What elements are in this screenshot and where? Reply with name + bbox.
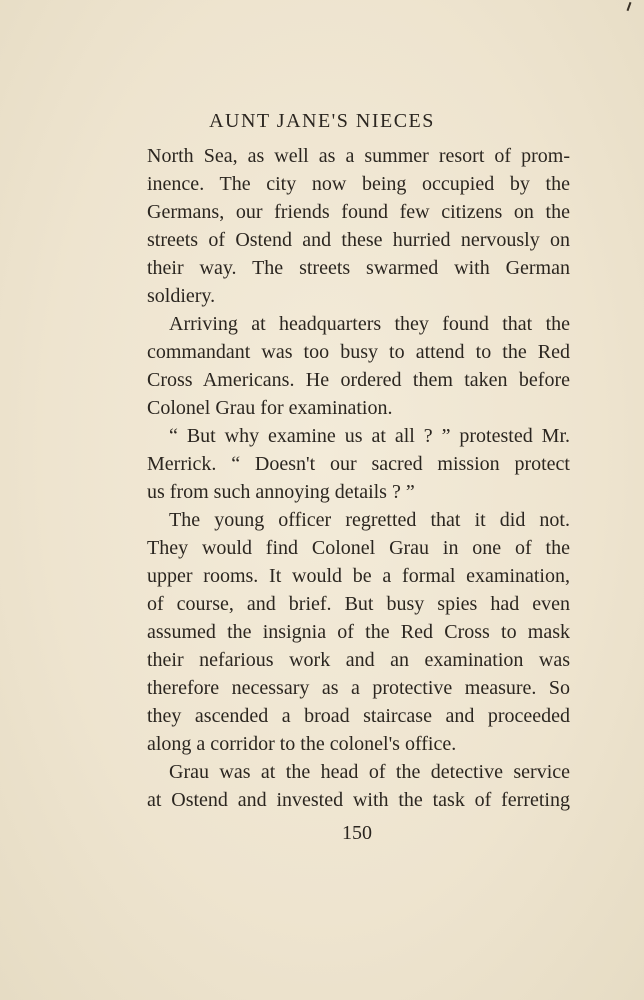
- text-line: North Sea, as well as a summer resort of prom-: [147, 145, 570, 167]
- text-line: Colonel Grau for examination.: [147, 397, 393, 419]
- page-number: 150: [342, 822, 372, 844]
- corner-mark: [627, 2, 632, 11]
- text-line: their nefarious work and an examination was: [147, 649, 570, 671]
- text-line: Germans, our friends found few citizens on the: [147, 201, 570, 223]
- text-line: Merrick. “ Doesn't our sacred mission protect: [147, 453, 570, 475]
- running-head: AUNT JANE'S NIECES: [209, 110, 435, 132]
- text-line: streets of Ostend and these hurried nervously on: [147, 229, 570, 251]
- text-line: They would find Colonel Grau in one of the: [147, 537, 570, 559]
- text-line: inence. The city now being occupied by the: [147, 173, 570, 195]
- text-line: assumed the insignia of the Red Cross to mask: [147, 621, 570, 643]
- text-line: Cross Americans. He ordered them taken before: [147, 369, 570, 391]
- text-line: commandant was too busy to attend to the Red: [147, 341, 570, 363]
- text-line: they ascended a broad staircase and proceeded: [147, 705, 570, 727]
- text-line: The young officer regretted that it did not.: [169, 509, 570, 531]
- text-line: Grau was at the head of the detective service: [169, 761, 570, 783]
- text-line: therefore necessary as a protective measure. So: [147, 677, 570, 699]
- text-line: upper rooms. It would be a formal examination,: [147, 565, 570, 587]
- text-line: Arriving at headquarters they found that the: [169, 313, 570, 335]
- body-text: [147, 142, 570, 814]
- text-line: along a corridor to the colonel's office.: [147, 733, 457, 755]
- text-line: at Ostend and invested with the task of ferreting: [147, 789, 570, 811]
- text-line: us from such annoying details ? ”: [147, 481, 415, 503]
- text-line: of course, and brief. But busy spies had even: [147, 593, 570, 615]
- text-line: their way. The streets swarmed with German: [147, 257, 570, 279]
- text-line: “ But why examine us at all ? ” protested Mr.: [169, 425, 570, 447]
- text-line: soldiery.: [147, 285, 216, 307]
